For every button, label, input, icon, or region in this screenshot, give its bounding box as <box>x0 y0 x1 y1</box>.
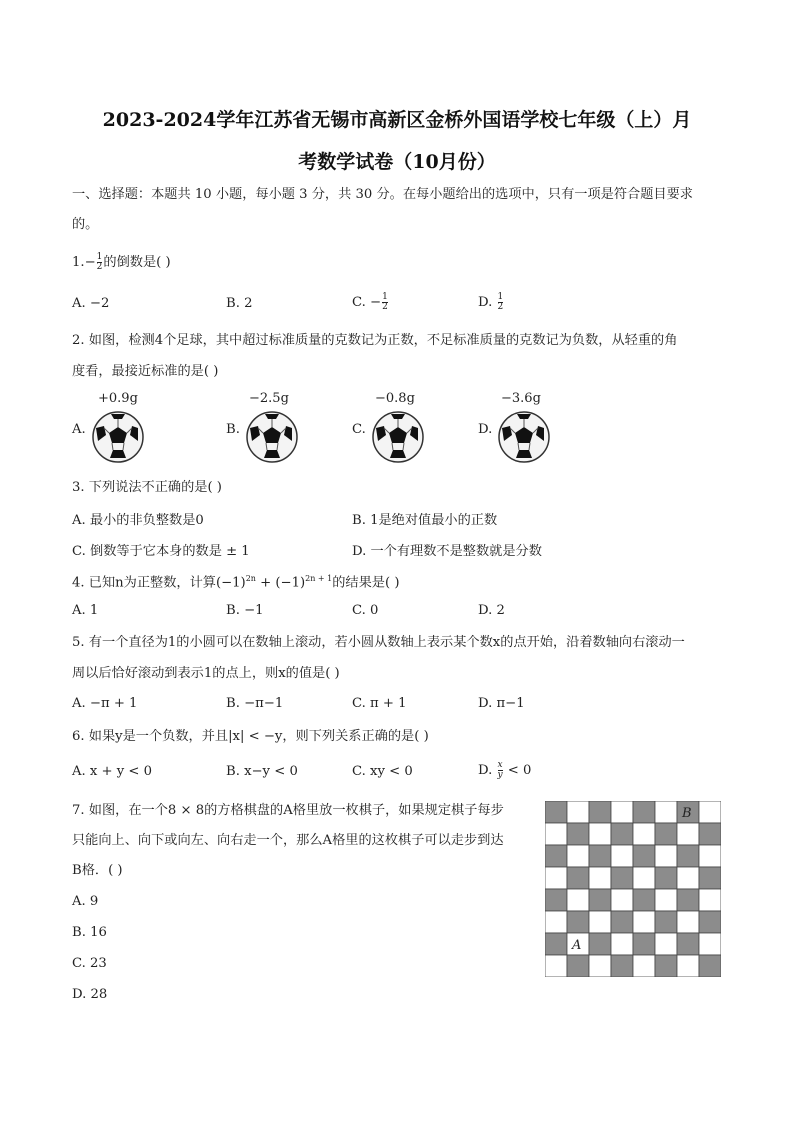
q3-option-c: C. 倒数等于它本身的数是 ± 1 <box>72 544 250 559</box>
q4-option-a: A. 1 <box>72 603 99 618</box>
board-cell <box>611 845 633 867</box>
board-cell <box>589 933 611 955</box>
board-cell <box>567 911 589 933</box>
board-cell <box>655 823 677 845</box>
board-cell <box>611 911 633 933</box>
question-2-line-1: 2. 如图，检测4个足球，其中超过标准质量的克数记为正数，不足标准质量的克数记为负数，从轻重的角 <box>72 333 678 348</box>
question-5-line-2: 周以后恰好滚动到表示1的点上，则x的值是( ) <box>72 666 340 681</box>
board-cell <box>633 889 655 911</box>
board-cell <box>633 911 655 933</box>
question-5-line-1: 5. 有一个直径为1的小圆可以在数轴上滚动，若小圆从数轴上表示某个数x的点开始，沿着数轴向右滚动一 <box>72 635 685 650</box>
board-cell <box>655 845 677 867</box>
question-7-line-2: 只能向上、向下或向左、向右走一个，那么A格里的这枚棋子可以走步到达 <box>72 833 504 848</box>
q4-option-b: B. −1 <box>226 603 264 618</box>
section-header-line-2: 的。 <box>72 217 99 232</box>
question-7-line-3: B格．( ) <box>72 863 123 878</box>
title-line-1: 2023-2024学年江苏省无锡市高新区金桥外国语学校七年级（上）月 <box>102 109 692 131</box>
q3-option-d: D. 一个有理数不是整数就是分数 <box>352 544 542 559</box>
board-cell <box>633 867 655 889</box>
q7-option-d: D. 28 <box>72 987 108 1002</box>
question-3: 3. 下列说法不正确的是( ) <box>72 480 222 495</box>
board-label-b: B <box>682 806 692 821</box>
q6-option-a: A. x + y < 0 <box>72 764 153 779</box>
board-cell <box>699 933 721 955</box>
q7-option-a: A. 9 <box>72 894 99 909</box>
board-cell <box>699 911 721 933</box>
soccer-ball-icon <box>371 410 425 464</box>
question-4: 4. 已知n为正整数，计算$(-1)^{2n} + (-1)^{2n + 1}$的结果是( ) <box>72 574 400 591</box>
board-cell <box>545 867 567 889</box>
q1-option-c: C. − $\frac{1}{2}$ <box>352 292 388 312</box>
board-cell <box>545 845 567 867</box>
board-cell <box>567 845 589 867</box>
board-cell <box>611 955 633 977</box>
board-cell <box>611 889 633 911</box>
board-cell <box>589 845 611 867</box>
board-cell <box>633 845 655 867</box>
board-cell <box>677 955 699 977</box>
board-cell <box>633 823 655 845</box>
q5-option-a: A. −π + 1 <box>72 696 138 711</box>
checkerboard-figure <box>545 801 721 977</box>
q6-option-d: D. $\frac{x}{y}$ < 0 <box>478 760 532 780</box>
board-cell <box>589 955 611 977</box>
board-cell <box>699 845 721 867</box>
board-label-a: A <box>572 938 582 953</box>
board-cell <box>611 867 633 889</box>
board-cell <box>677 823 699 845</box>
q1-option-d: D. $\frac{1}{2}$ <box>478 292 504 312</box>
board-cell <box>567 823 589 845</box>
board-cell <box>699 801 721 823</box>
board-cell <box>699 955 721 977</box>
soccer-ball-icon <box>245 410 299 464</box>
board-cell <box>589 823 611 845</box>
board-cell <box>677 867 699 889</box>
q1-option-b: B. 2 <box>226 296 253 311</box>
board-cell <box>545 911 567 933</box>
soccer-ball-icon <box>91 410 145 464</box>
board-cell <box>655 933 677 955</box>
q2-option-b-label: B. <box>226 422 240 437</box>
q4-option-d: D. 2 <box>478 603 505 618</box>
weight-label-d: −3.6g <box>501 391 541 406</box>
board-cell <box>589 867 611 889</box>
board-cell <box>633 955 655 977</box>
board-cell <box>633 933 655 955</box>
board-cell <box>699 867 721 889</box>
q6-option-b: B. x−y < 0 <box>226 764 298 779</box>
board-cell <box>567 955 589 977</box>
q2-option-c-label: C. <box>352 422 366 437</box>
q7-option-b: B. 16 <box>72 925 107 940</box>
q5-option-c: C. π + 1 <box>352 696 407 711</box>
question-1: 1.− $\frac{1}{2}$ 的倒数是( ) <box>72 252 171 272</box>
title-line-2: 考数学试卷（10月份） <box>298 151 496 173</box>
board-cell <box>655 911 677 933</box>
board-cell <box>633 801 655 823</box>
board-cell <box>655 801 677 823</box>
board-cell <box>545 823 567 845</box>
q5-option-b: B. −π−1 <box>226 696 284 711</box>
board-cell <box>567 867 589 889</box>
question-7-line-1: 7. 如图，在一个8 × 8的方格棋盘的A格里放一枚棋子，如果规定棋子每步 <box>72 803 504 818</box>
section-header-line-1: 一、选择题：本题共 10 小题，每小题 3 分，共 30 分。在每小题给出的选项中，只有一项是符合题目要求 <box>72 187 693 202</box>
board-cell <box>655 955 677 977</box>
q2-option-a-label: A. <box>72 422 86 437</box>
board-cell <box>567 801 589 823</box>
board-cell <box>545 955 567 977</box>
board-cell <box>589 801 611 823</box>
board-cell <box>677 933 699 955</box>
board-cell <box>589 911 611 933</box>
q7-option-c: C. 23 <box>72 956 107 971</box>
board-cell <box>655 889 677 911</box>
question-6: 6. 如果y是一个负数，并且|x| < −y，则下列关系正确的是( ) <box>72 729 429 744</box>
board-cell <box>677 845 699 867</box>
board-cell <box>545 933 567 955</box>
q6-option-c: C. xy < 0 <box>352 764 413 779</box>
question-2-line-2: 度看，最接近标准的是( ) <box>72 364 219 379</box>
board-cell <box>611 823 633 845</box>
soccer-ball-icon <box>497 410 551 464</box>
q4-option-c: C. 0 <box>352 603 379 618</box>
q2-option-d-label: D. <box>478 422 493 437</box>
board-cell <box>611 933 633 955</box>
weight-label-c: −0.8g <box>375 391 415 406</box>
q3-option-a: A. 最小的非负整数是0 <box>72 513 204 528</box>
board-cell <box>545 801 567 823</box>
weight-label-a: +0.9g <box>98 391 138 406</box>
board-cell <box>655 867 677 889</box>
board-cell <box>567 889 589 911</box>
board-cell <box>677 889 699 911</box>
board-cell <box>611 801 633 823</box>
board-cell <box>677 911 699 933</box>
board-cell <box>545 889 567 911</box>
q1-option-a: A. −2 <box>72 296 110 311</box>
board-cell <box>589 889 611 911</box>
weight-label-b: −2.5g <box>249 391 289 406</box>
q3-option-b: B. 1是绝对值最小的正数 <box>352 513 498 528</box>
board-cell <box>699 823 721 845</box>
board-cell <box>699 889 721 911</box>
q5-option-d: D. π−1 <box>478 696 525 711</box>
